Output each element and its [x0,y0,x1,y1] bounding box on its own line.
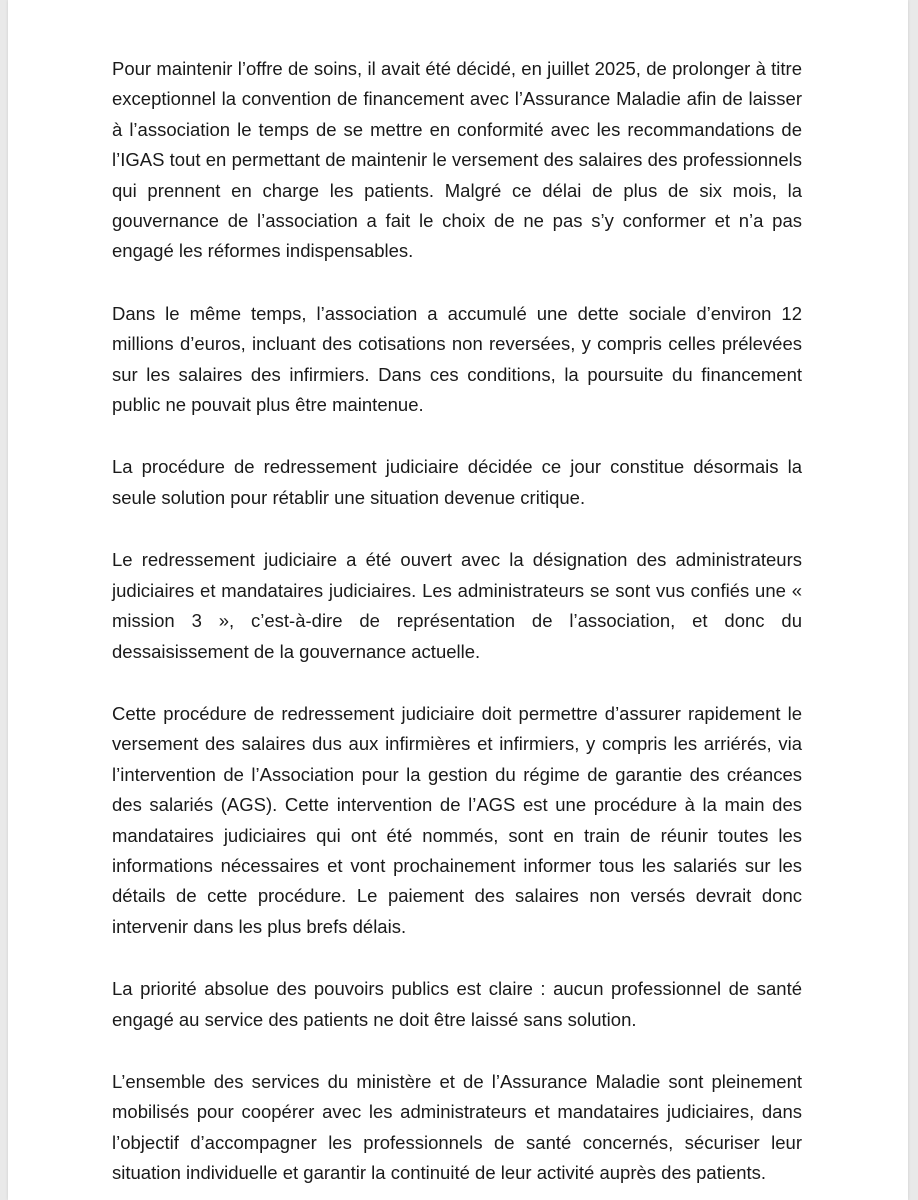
paragraph-social-debt: Dans le même temps, l’association a accumulé une dette sociale d’environ 12 millions d’euros, incluant des cotisations non reversées, y compris celles prélevées sur les salaires des infirmiers. Dans ces conditions, la poursuite du financement public ne pouvait plus être maintenue. [112,302,802,416]
paragraph-public-priority: La priorité absolue des pouvoirs publics est claire : aucun professionnel de santé engagé au service des patients ne doit être laissé sans solution. [112,978,802,1030]
paragraph-services-mobilised: L’ensemble des services du ministère et de l’Assurance Maladie sont pleinement mobilisés pour coopérer avec les administrateurs et mandataires judiciaires, dans l’objectif d’accompagner les professionnels de santé concernés, sécuriser leur situation individuelle et garantir la continuité de leur activité auprès des patients. [112,1070,802,1184]
paragraph-receivership-decision: La procédure de redressement judiciaire décidée ce jour constitue désormais la seule solution pour rétablir une situation devenue critique. [112,456,802,508]
paragraph-administrators-appointed: Le redressement judiciaire a été ouvert avec la désignation des administrateurs judiciaires et mandataires judiciaires. Les administrateurs se sont vus confiés une « mission 3 », c’est-à-dire de représentation de l’association, et donc du dessaisissement de la gouvernance actuelle. [112,549,802,662]
document-page [8,0,908,1200]
paragraph-convention-extension: Pour maintenir l’offre de soins, il avait été décidé, en juillet 2025, de prolonger à titre exceptionnel la convention de financement avec l’Assurance Maladie afin de laisser à l’association le temps de se mettre en conformité avec les recommandations de l’IGAS tout en permettant de maintenir le versement des salaires des professionnels qui prennent en charge les patients. Malgré ce délai de plus de six mois, la gouvernance de l’association a fait le choix de ne pas s’y conformer et n’a pas engagé les réformes indispensables. [112,58,802,262]
paragraph-salary-payment-ags: Cette procédure de redressement judiciaire doit permettre d’assurer rapidement le versement des salaires dus aux infirmières et infirmiers, y compris les arriérés, via l’intervention de l’Association pour la gestion du régime de garantie des créances des salariés (AGS). Cette intervention de l’AGS est une procédure à la main des mandataires judiciaires qui ont été nommés, sont en train de réunir toutes les informations nécessaires et vont prochainement informer tous les salariés sur les détails de cette procédure. Le paiement des salaires non versés devrait donc intervenir dans les plus brefs délais. [112,702,802,937]
